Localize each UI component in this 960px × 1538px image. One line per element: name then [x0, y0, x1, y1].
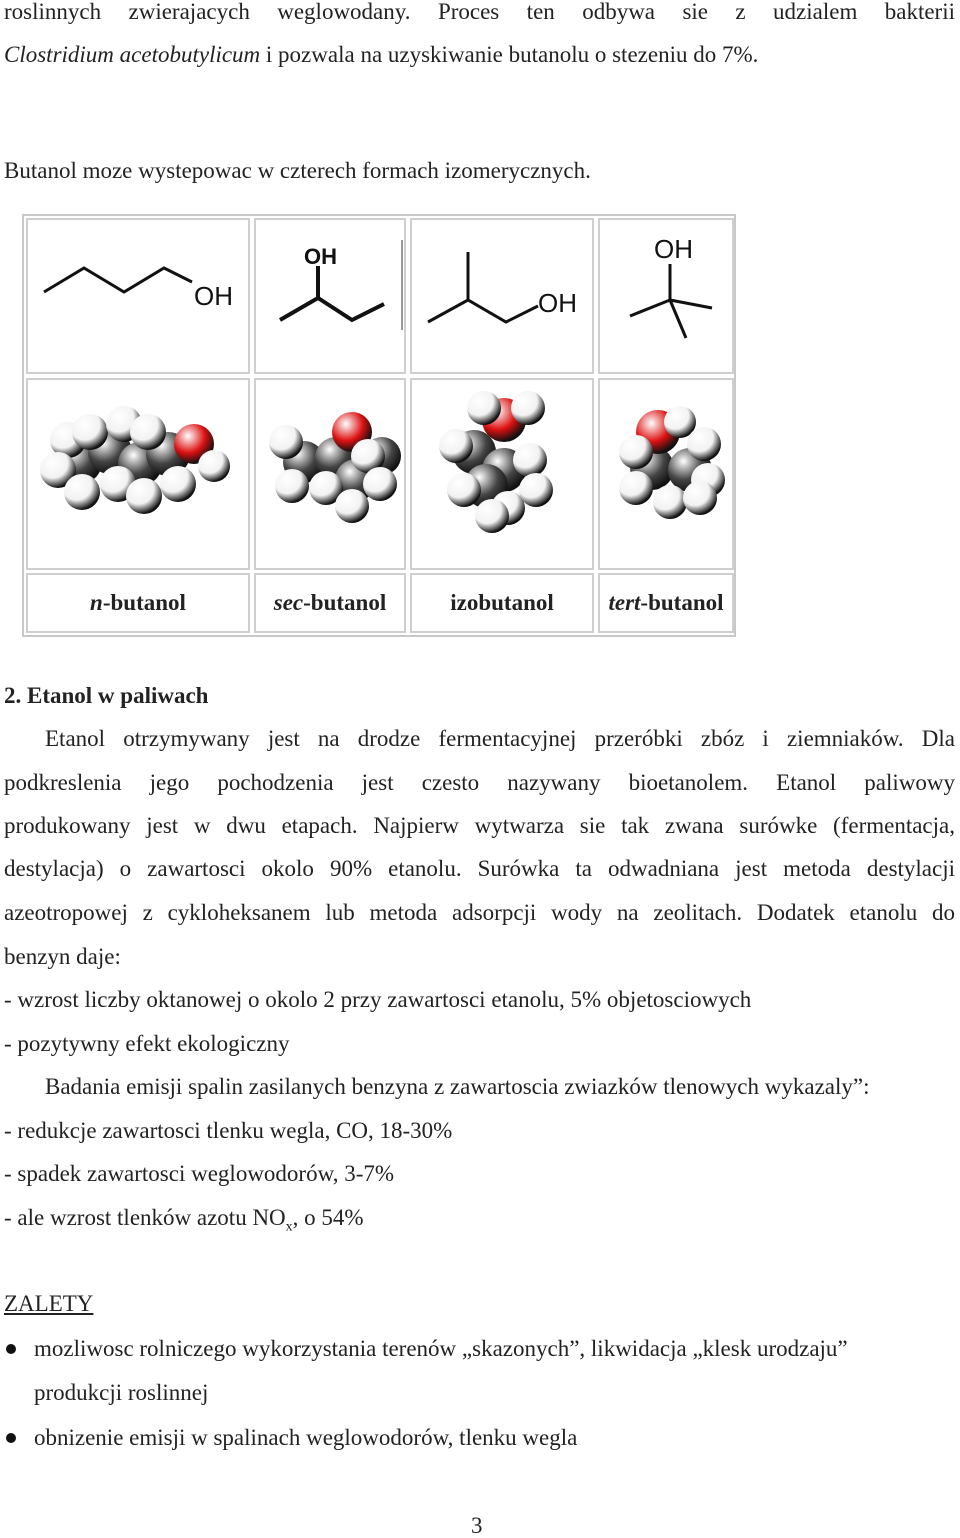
hydrogen-atom: [687, 427, 721, 461]
n-butanol-model: [26, 378, 250, 570]
bullet-icon: [6, 1344, 16, 1354]
n-butanol-skeletal-formula: [28, 220, 248, 372]
zalety-heading: ZALETY: [4, 1291, 94, 1316]
oh-label: OH: [304, 244, 337, 269]
zalety-bullet-1-line-1: mozliwosc rolniczego wykorzystania terenów „skazonych”, likwidacja „klesk urodzaju”: [34, 1336, 848, 1361]
izobutanol-space-filling-model: [412, 380, 592, 568]
hydrogen-atom: [198, 450, 230, 482]
tert-butanol-space-filling-model: [600, 380, 732, 568]
bullet-icon: [6, 1433, 16, 1443]
list-item-nox: [4, 1206, 364, 1235]
tert-butanol-model: [598, 378, 734, 570]
intro-line-1: roslinnych zwierajacych weglowodany. Proces ten odbywa sie z udzialem bakterii: [4, 0, 955, 24]
n-butanol-space-filling-model: [28, 380, 248, 568]
hydrogen-atom: [519, 473, 553, 507]
caption-izobutanol: [410, 573, 594, 633]
hydrogen-atom: [475, 499, 509, 533]
hydrogen-atom: [275, 469, 309, 503]
tert-butanol-skeletal-formula: [600, 220, 732, 372]
hydrogen-atom: [126, 478, 162, 514]
hydrogen-atom: [335, 489, 369, 523]
hydrogen-atom: [160, 466, 196, 502]
sec-butanol-space-filling-model: [256, 380, 404, 568]
para1-line-2: podkreslenia jego pochodzenia jest czesto nazywany bioetanolem. Etanol paliwowy: [4, 770, 955, 795]
sec-butanol-structure: [254, 218, 406, 374]
oh-label: OH: [654, 234, 693, 264]
hydrogen-atom: [130, 414, 166, 450]
list-item-co: - redukcje zawartosci tlenku wegla, CO, 18-30%: [4, 1118, 453, 1143]
para1-line-3: produkowany jest w dwu etapach. Najpierw wytwarza sie tak zwana surówke (fermentacja,: [4, 813, 955, 838]
oh-label: OH: [538, 288, 577, 318]
isomer-figure: [22, 214, 736, 637]
caption-sec-butanol: [254, 573, 406, 633]
caption-suffix: izobutanol: [450, 590, 554, 615]
n-butanol-structure: [26, 218, 250, 374]
zalety-bullet-2: obnizenie emisji w spalinach weglowodorów, tlenku wegla: [34, 1425, 578, 1450]
sec-butanol-skeletal-formula: [256, 220, 404, 372]
caption-suffix: -butanol: [102, 590, 186, 615]
para2: Badania emisji spalin zasilanych benzyna z zawartoscia zwiazków tlenowych wykazaly”:: [45, 1074, 870, 1099]
section-heading: 2. Etanol w paliwach: [4, 683, 209, 708]
hydrogen-atom: [64, 474, 100, 510]
caption-suffix: -butanol: [640, 590, 724, 615]
para1-line-4: destylacja) o zawartosci okolo 90% etanolu. Surówka ta odwadniana jest metoda destylacji: [4, 856, 955, 881]
hydrogen-atom: [619, 435, 653, 469]
caption-prefix: sec: [273, 590, 304, 615]
izobutanol-skeletal-formula: [412, 220, 592, 372]
caption-tert-butanol: [598, 573, 734, 633]
izobutanol-structure: [410, 218, 594, 374]
intro-line-3: Butanol moze wystepowac w czterech formach izomerycznych.: [4, 158, 591, 183]
bacteria-name: Clostridium acetobutylicum: [4, 42, 261, 67]
zalety-bullet-1-line-2: produkcji roslinnej: [34, 1380, 209, 1405]
para1-line-6: benzyn daje:: [4, 944, 121, 969]
hydrogen-atom: [511, 391, 545, 425]
hydrogen-atom: [269, 425, 303, 459]
sec-butanol-model: [254, 378, 406, 570]
nox-text: - ale wzrost tlenków azotu NO: [4, 1205, 286, 1230]
hydrogen-atom: [467, 391, 501, 425]
hydrogen-atom: [447, 473, 481, 507]
list-item-hydrocarbons: - spadek zawartosci weglowodorów, 3-7%: [4, 1161, 395, 1186]
hydrogen-atom: [653, 485, 687, 519]
izobutanol-model: [410, 378, 594, 570]
tert-butanol-structure: [598, 218, 734, 374]
hydrogen-atom: [439, 429, 473, 463]
caption-prefix: n: [90, 590, 103, 615]
oh-label: OH: [194, 281, 233, 311]
hydrogen-atom: [72, 414, 108, 450]
nox-subscript: x: [285, 1219, 293, 1235]
page-number: 3: [471, 1513, 483, 1538]
list-item-octane: - wzrost liczby oktanowej o okolo 2 przy zawartosci etanolu, 5% objetosciowych: [4, 987, 752, 1012]
list-item-ecology: - pozytywny efekt ekologiczny: [4, 1031, 290, 1056]
hydrogen-atom: [683, 481, 717, 515]
hydrogen-atom: [363, 467, 397, 501]
nox-value: , o 54%: [292, 1205, 364, 1230]
hydrogen-atom: [619, 471, 653, 505]
caption-suffix: -butanol: [303, 590, 387, 615]
intro-line-2-rest: i pozwala na uzyskiwanie butanolu o stezeniu do 7%.: [260, 42, 759, 67]
para1-line-1: Etanol otrzymywany jest na drodze fermentacyjnej przeróbki zbóz i ziemniaków. Dla: [45, 726, 955, 751]
caption-n-butanol: [26, 573, 250, 633]
hydrogen-atom: [513, 443, 547, 477]
intro-line-2: [4, 43, 758, 66]
caption-prefix: tert: [608, 590, 641, 615]
para1-line-5: azeotropowej z cykloheksanem lub metoda adsorpcji wody na zeolitach. Dodatek etanolu do: [4, 900, 955, 925]
